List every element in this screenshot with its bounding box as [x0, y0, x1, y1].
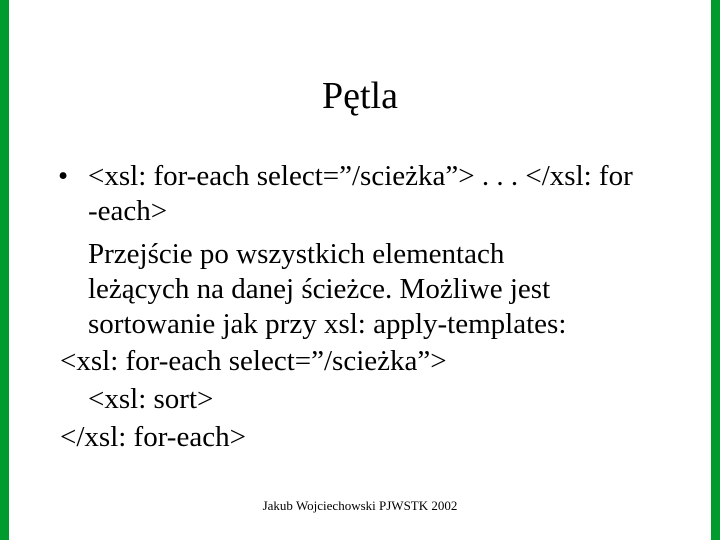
example-line-sort: <xsl: sort> — [88, 383, 214, 415]
code-line-for-each-open: <xsl: for-each select=”/scieżka”> . . . </xsl: for — [88, 160, 633, 192]
bullet-icon: • — [58, 160, 69, 192]
description-line-1: Przejście po wszystkich elementach — [88, 238, 505, 270]
description-line-2: leżących na danej ścieżce. Możliwe jest — [88, 273, 551, 305]
example-line-for-each-open: <xsl: for-each select=”/scieżka”> — [60, 345, 447, 377]
slide-footer: Jakub Wojciechowski PJWSTK 2002 — [262, 498, 458, 513]
example-line-for-each-close: </xsl: for-each> — [60, 421, 246, 453]
description-line-3: sortowanie jak przy xsl: apply-templates: — [88, 308, 567, 340]
slide-title: Pętla — [322, 75, 398, 117]
code-line-for-each-close-wrap: -each> — [88, 195, 168, 227]
